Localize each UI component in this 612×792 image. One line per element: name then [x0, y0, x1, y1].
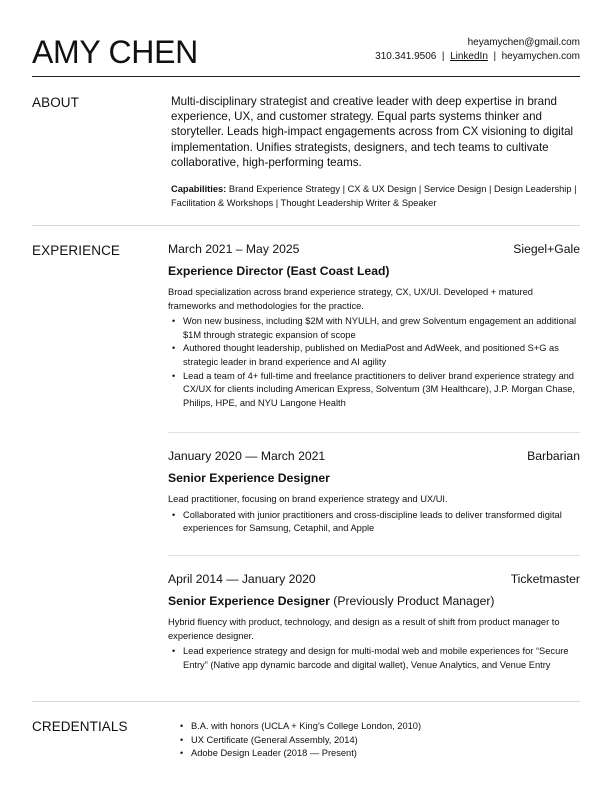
job-title: Senior Experience Designer [168, 471, 330, 485]
separator: | [441, 51, 445, 62]
section-divider [32, 225, 580, 226]
header-divider [32, 76, 580, 77]
separator: | [493, 51, 497, 62]
job-dates: April 2014 — January 2020 [168, 572, 316, 586]
email-link[interactable]: heyamychen@gmail.com [467, 37, 580, 48]
capabilities-label: Capabilities: [171, 184, 227, 194]
section-divider [32, 701, 580, 702]
job-barbarian [168, 448, 580, 536]
bullet-icon: • [180, 734, 184, 745]
job-dates: March 2021 – May 2025 [168, 242, 300, 256]
linkedin-link[interactable]: LinkedIn [450, 51, 488, 62]
contact-line [375, 50, 580, 64]
about-summary: Multi-disciplinary strategist and creative leader with deep expertise in brand experience, UX, and customer strategy. Equal parts systems thinker and storyteller. Leads high-impact engagements across from CX visioning to digital implementation. Unifies strategists, designers, and tech teams to cultivate collaborative, high-performing teams. [171, 95, 574, 169]
list-item: • UX Certificate (General Assembly, 2014) [176, 734, 576, 748]
job-company: Ticketmaster [510, 572, 580, 586]
bullet-icon: • [172, 646, 176, 657]
list-item: • Lead experience strategy and design for multi-modal web and mobile experiences for “Secure Entry” (Native app dynamic barcode and digital wallet), Venue Analytics, and Venue Entry [172, 646, 569, 670]
bullet-icon: • [172, 370, 176, 381]
contact-block [375, 36, 580, 64]
list-item: • Won new business, including $2M with NYULH, and grew Solventum engagement an additional $1M through strategic expansion of scope [172, 316, 577, 340]
about-heading: ABOUT [32, 95, 80, 110]
job-dates: January 2020 — March 2021 [168, 449, 326, 463]
job-ticketmaster [168, 571, 580, 672]
bullet-icon: • [172, 343, 176, 354]
bullet-icon: • [172, 316, 176, 327]
phone-number: 310.341.9506 [375, 51, 437, 62]
bullet-icon: • [180, 721, 184, 731]
capabilities-list: Brand Experience Strategy | CX & UX Design | Service Design | Design Leadership | Facilitation & Workshops | Thought Leadership Writer & Speaker [171, 184, 577, 208]
job-siegelgale [168, 241, 580, 410]
job-description: Broad specialization across brand experience strategy, CX, UX/UI. Developed + matured frameworks and methodologies for the practice. [168, 287, 533, 311]
list-item: • Collaborated with junior practitioners and cross-discipline leads to deliver transformed digital experiences for Samsung, Cetaphil, and Apple [172, 509, 562, 534]
job-title: Senior Experience Designer [168, 594, 330, 608]
bullet-icon: • [180, 748, 184, 759]
experience-heading: EXPERIENCE [32, 243, 121, 258]
bullet-icon: • [172, 509, 176, 520]
list-item: • Lead a team of 4+ full-time and freelance practitioners to deliver brand experience strategy and CX/UX for clients including American Express, Solventum (3M Healthcare), J.P. Morgan Chase, Philips, HPE, and NYU Langone Health [172, 370, 576, 408]
job-title: Experience Director (East Coast Lead) [168, 264, 390, 278]
list-item: • Authored thought leadership, published on MediaPost and AdWeek, and positioned S+G as strategic leader in brand experience and AI agility [172, 343, 559, 367]
job-company: Barbarian [527, 449, 580, 463]
website-link[interactable]: heyamychen.com [501, 51, 580, 62]
credentials-list [176, 720, 576, 761]
capabilities [171, 182, 581, 210]
job-company: Siegel+Gale [513, 242, 580, 256]
job-description: Lead practitioner, focusing on brand experience strategy and UX/UI. [168, 494, 448, 504]
job-divider [168, 432, 580, 433]
credentials-heading: CREDENTIALS [32, 719, 128, 734]
job-description: Hybrid fluency with product, technology, and design as a result of shift from product manager to experience designer. [168, 617, 560, 641]
candidate-name: AMY CHEN [32, 34, 198, 70]
job-divider [168, 555, 580, 556]
list-item: • B.A. with honors (UCLA + King’s College London, 2010) [176, 720, 576, 734]
job-title-note: (Previously Product Manager) [329, 594, 495, 608]
list-item: • Adobe Design Leader (2018 — Present) [176, 747, 576, 761]
